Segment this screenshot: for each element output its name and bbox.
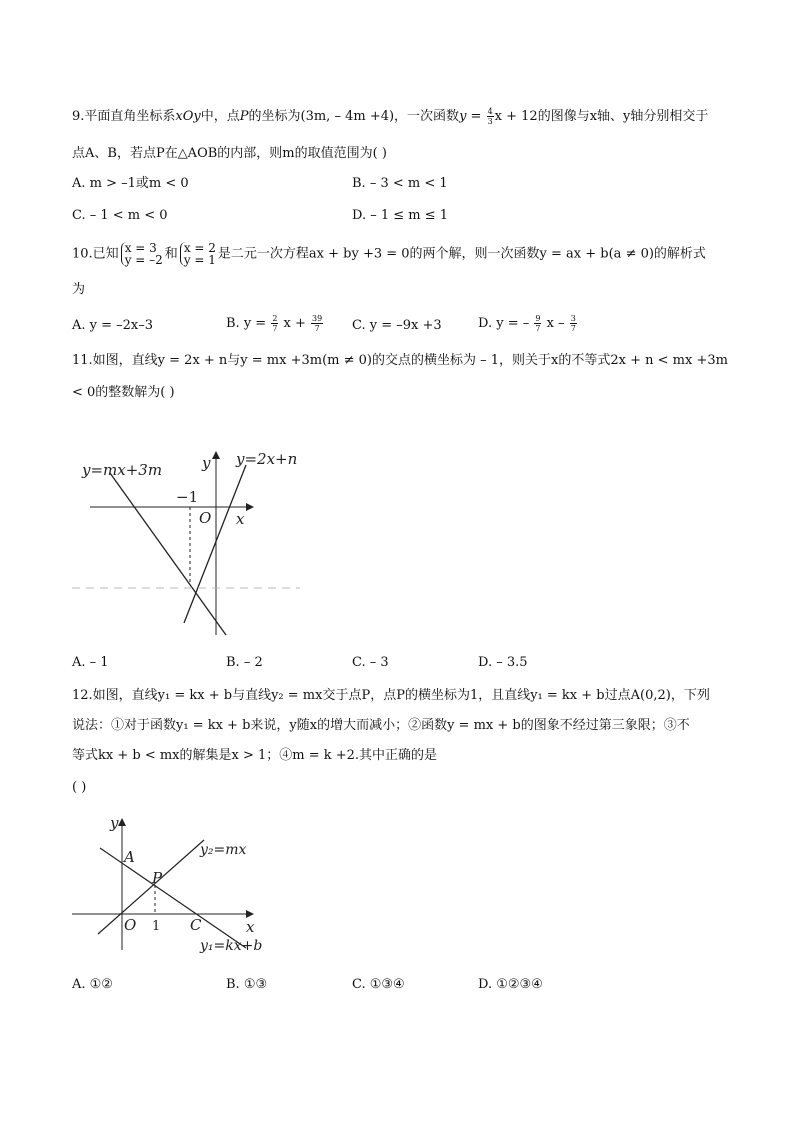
q11-label-x: x — [236, 510, 245, 528]
q9-text-d: x + 12的图像与x轴、y轴分别相交于 — [494, 109, 709, 124]
q10-optd-pre: D. y = – — [478, 316, 534, 331]
q12-label-one: 1 — [152, 919, 161, 934]
q10-sys2-bot: y = 1 — [183, 253, 216, 267]
q9-line2: 点A、B，若点P在△AOB的内部，则m的取值范围为( ) — [72, 146, 387, 161]
q11-label-o: O — [199, 509, 212, 527]
q9-text-b: 中，点 — [200, 109, 240, 124]
q9-expr-y: y = — [459, 109, 486, 124]
q12-y-arrow — [118, 818, 126, 826]
q10-option-a: A. y = –2x–3 — [72, 318, 154, 333]
q9-option-d: D. – 1 ≤ m ≤ 1 — [352, 208, 449, 223]
q10-sys1-top: x = 3 — [124, 241, 157, 255]
q9-fraction — [487, 107, 494, 126]
q11-line2: < 0的整数解为( ) — [72, 385, 175, 400]
q10-optd-frac1 — [534, 314, 541, 333]
q12-label-y1: y₁=kx+b — [200, 938, 263, 954]
q12-option-a: A. ①② — [72, 977, 113, 992]
q12-x-arrow — [246, 910, 254, 918]
q12-line2: 说法：①对于函数y₁ = kx + b来说，y随x的增大而减小；②函数y = mx + b的图象不经过第三象限；③不 — [72, 718, 690, 733]
q10-optb-frac1-den: 7 — [272, 324, 278, 333]
q11-option-d: D. – 3.5 — [478, 655, 528, 670]
q12-option-d: D. ①②③④ — [478, 977, 543, 992]
q11-y-arrow — [212, 451, 220, 459]
q9-text-c: 的坐标为(3m, – 4m +4)，一次函数 — [248, 109, 460, 124]
q12-label-x: x — [246, 918, 255, 936]
q10-line1-rest: 是二元一次方程ax + by +3 = 0的两个解，则一次函数y = ax + b(a ≠ 0)的解析式 — [217, 246, 706, 262]
q10-option-b — [226, 314, 324, 334]
q11-label-2xn: y=2x+n — [236, 450, 298, 468]
q11-option-a: A. – 1 — [72, 655, 109, 670]
q12-line4: ( ) — [72, 780, 87, 795]
q10-optb-frac1 — [271, 314, 278, 333]
q10-optd-frac1-num: 9 — [535, 314, 541, 323]
q12-label-c: C — [190, 916, 202, 934]
q11-label-mx3m: y=mx+3m — [82, 461, 163, 479]
q9-var-xoy: xOy — [175, 109, 201, 124]
q9-option-a: A. m > –1或m < 0 — [72, 176, 189, 191]
q9-option-b: B. – 3 < m < 1 — [352, 176, 448, 191]
q12-label-o: O — [124, 916, 137, 934]
q10-optb-mid: x + — [279, 316, 311, 331]
q10-optd-frac2 — [570, 314, 577, 333]
q10-optb-pre: B. y = — [226, 316, 271, 331]
q10-and: 和 — [164, 246, 178, 262]
q9-var-p: P — [239, 109, 249, 124]
q11-option-b: B. – 2 — [226, 655, 263, 670]
q9-frac-den: 3 — [487, 117, 493, 126]
q9-line1 — [72, 107, 708, 127]
q11-label-y: y — [202, 454, 211, 472]
q10-optb-frac2-den: 7 — [314, 324, 320, 333]
q10-optb-frac2 — [311, 314, 323, 333]
q9-text-a: 9.平面直角坐标系 — [72, 109, 176, 124]
q12-figure — [66, 810, 286, 960]
q10-option-d — [478, 314, 578, 334]
q12-option-b: B. ①③ — [226, 977, 268, 992]
q11-line1: 11.如图，直线y = 2x + n与y = mx +3m(m ≠ 0)的交点的横坐标为 – 1，则关于x的不等式2x + n < mx +3m — [72, 353, 728, 368]
q12-label-y: y — [110, 814, 119, 832]
q10-option-c: C. y = –9x +3 — [352, 318, 442, 333]
q10-prefix: 10.已知 — [72, 246, 119, 262]
q11-x-arrow — [246, 503, 254, 511]
q10-line2: 为 — [72, 282, 86, 297]
q10-system-2 — [180, 242, 216, 266]
q10-optb-frac1-num: 2 — [272, 314, 278, 323]
q10-optd-frac2-den: 7 — [570, 324, 576, 333]
q12-label-p: P — [152, 869, 163, 887]
q10-system-1 — [121, 242, 163, 266]
q11-figure — [70, 445, 310, 645]
q12-option-c: C. ①③④ — [352, 977, 405, 992]
q12-line1: 12.如图，直线y₁ = kx + b与直线y₂ = mx交于点P，点P的横坐标为1，且直线y₁ = kx + b过点A(0,2)，下列 — [72, 688, 710, 703]
q10-optd-frac1-den: 7 — [535, 324, 541, 333]
q12-line-y2 — [98, 840, 204, 934]
q10-optb-frac2-num: 39 — [312, 314, 323, 323]
q10-sys2-top: x = 2 — [183, 241, 216, 255]
q11-line-mx3m — [110, 473, 226, 635]
q12-line3: 等式kx + b < mx的解集是x > 1；④m = k +2.其中正确的是 — [72, 748, 438, 763]
q10-line1 — [72, 242, 706, 266]
q9-option-c: C. – 1 < m < 0 — [72, 208, 168, 223]
q10-optd-frac2-num: 3 — [570, 314, 576, 323]
q11-option-c: C. – 3 — [352, 655, 389, 670]
q10-sys1-bot: y = –2 — [124, 253, 163, 267]
q9-frac-num: 4 — [487, 107, 493, 116]
q11-label-minus1: −1 — [176, 488, 199, 506]
q10-optd-mid: x – — [542, 316, 569, 331]
q12-label-a: A — [124, 848, 135, 866]
q12-label-y2: y₂=mx — [200, 842, 247, 858]
